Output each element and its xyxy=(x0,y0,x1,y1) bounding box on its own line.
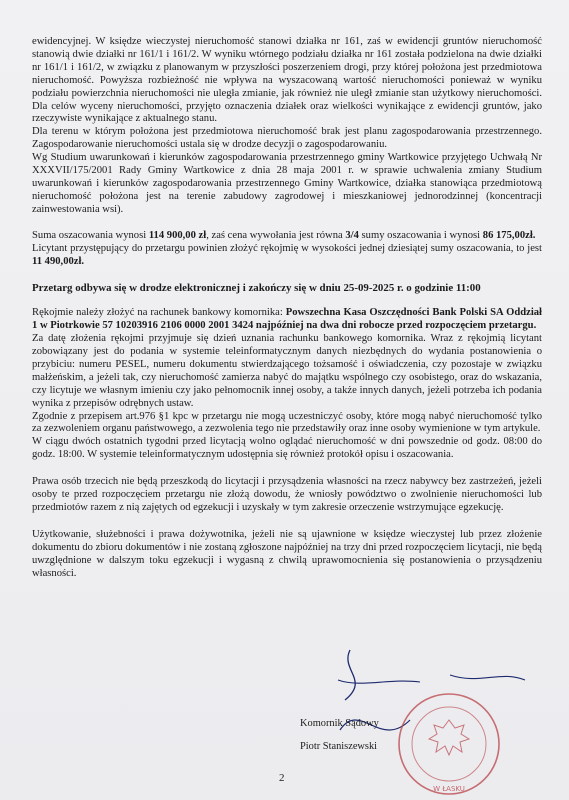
bank-account-details: Powszechna Kasa Oszczędności Bank Polski SA Oddział 1 w Piotrkowie 57 10203916 2106 0000 2001 3424 najpóźniej na dwa dni robocze przed rozpoczęciem przetargu. xyxy=(32,307,542,332)
paragraph-article-976: Zgodnie z przepisem art.976 §1 kpc w przetargu nie mogą uczestniczyć osoby, które mogą nabyć nieruchomość tylko za zezwoleniem organu państwowego, a zezwolenia tego nie przedstawiły oraz inne osoby wymienione w tym artykule. xyxy=(32,410,542,435)
paragraph-bank-account: Rękojmie należy złożyć na rachunek bankowy komornika: Powszechna Kasa Oszczędności Bank Polski SA Oddział 1 w Piotrkowie 57 10203916 2106 0000 2001 3424 najpóźniej na dwa dni robocze przed rozpoczęciem przetargu. xyxy=(32,307,542,332)
paragraph-viewing-hours: W ciągu dwóch ostatnich tygodni przed licytacją wolno oglądać nieruchomość w dni powszednie od godz. 08:00 do godz. 18:00. W systemie teleinformatycznym udostępnia się również protokół opisu i oszacowania. xyxy=(32,436,542,461)
document-body xyxy=(32,36,542,581)
paragraph-third-party-rights: Prawa osób trzecich nie będą przeszkodą do licytacji i przysądzenia własności na rzecz nabywcy bez zastrzeżeń, jeżeli osoby te przed rozpoczęciem przetargu nie złożą dowodu, że wniosły powództwo o zwolnienie nieruchomości lub przedmiotów razem z nią zajętych od egzekucji i uzyskały w tym zakresie orzeczenie wstrzymujące egzekucję. xyxy=(32,476,542,513)
paragraph-usage-rights: Użytkowanie, służebności i prawa dożywotnika, jeżeli nie są ujawnione w księdze wieczystej lub przez złożenie dokumentu do zbioru dokumentów i nie zostaną zgłoszone najpóźniej na trzy dni przed rozpoczęciem licytacji, nie będą uwzględnione w dalszym toku egzekucji i wygasną z chwilą uprawomocnienia się postanowienia o przysądzeniu własności. xyxy=(32,528,542,579)
paragraph-land-registry: ewidencyjnej. W księdze wieczystej nieruchomość stanowi działka nr 161, zaś w ewidencji gruntów nieruchomość stanowią dwie działki nr 161/1 i 161/2. W wyniku wtórnego podziału działka nr 161 została podzielona na dwie działki nr 161/1 i 161/2, w związku z planowanym w przyszłości poszerzeniem drogi, przy której położona jest przedmiotowa nieruchomość. Powyższa rozbieżność nie wpływa na wyszacowaną wartość nieruchomości ponieważ w wyniku podziału powierzchnia nieruchomości nie uległa zmianie, jak również nie uległ zmianie stan użytkowy nieruchomości. Dla celów wyceny nieruchomości, przyjęto oznaczenia działek oraz wielkości wynikające z ewidencji gruntów, jako rzeczywiste wynikające z aktualnego stanu. xyxy=(32,36,542,125)
paragraph-deposit-date: Za datę złożenia rękojmi przyjmuje się dzień uznania rachunku bankowego komornika. Wraz z rękojmią licytant zobowiązany jest do podania w systemie teleinformatycznym danych niezbędnych do wydania postanowienia o przybiciu: numeru PESEL, numeru dokumentu stwierdzającego tożsamość i oświadczenia, czy pozostaje w związku małżeńskim, a jeżeli tak, czy nieruchomość zamierza nabyć do majątku wspólnego czy osobistego, oraz do wskazania, czy licytuje we własnym imieniu czy jako pełnomocnik innej osoby, a także innych danych, jeżeli potrzeba ich podania wynika z przepisów odrębnych ustaw. xyxy=(32,333,542,409)
paragraph-no-zoning-plan: Dla terenu w którym położona jest przedmiotowa nieruchomość brak jest planu zagospodarowania przestrzennego. Zagospodarowanie nieruchomości ustala się w drodze decyzji o zagospodarowaniu. xyxy=(32,126,542,151)
signature-title: Komornik Sądowy xyxy=(300,718,379,729)
seal-text: W ŁASKU xyxy=(433,785,465,793)
official-seal-icon xyxy=(392,692,507,797)
signature-name: Piotr Staniszewski xyxy=(300,741,378,752)
valuation-amount: 114 900,00 zł xyxy=(148,229,207,241)
starting-price: 86 175,00zł. xyxy=(482,229,536,241)
paragraph-valuation-sum: Suma oszacowania wynosi 114 900,00 zł, zaś cena wywołania jest równa 3/4 sumy oszacowania i wynosi 86 175,00zł. xyxy=(32,229,536,241)
paragraph-deposit-amount: Licytant przystępujący do przetargu powinien złożyć rękojmię w wysokości jednej dziesiątej sumy oszacowania, to jest 11 490,00zł. xyxy=(32,242,542,267)
page-number: 2 xyxy=(279,772,285,784)
paragraph-study-resolution: Wg Studium uwarunkowań i kierunków zagospodarowania przestrzennego gminy Wartkowice przyjętego Uchwałą Nr XXXVII/175/2001 Rady Gminy Wartkowice z dnia 28 maja 2001 r. w sprawie uchwalenia zmiany Studium uwarunkowań i kierunków zagospodarowania przestrzennego Gminy Wartkowice, działka stanowiąca przedmiotową nieruchomość położona jest na terenie zabudowy zagrodowej i mieszkaniowej jednorodzinnej (koncentracji zainwestowania wsi). xyxy=(32,152,542,215)
price-fraction: 3/4 xyxy=(345,229,359,241)
auction-date-heading: Przetarg odbywa się w drodze elektronicznej i zakończy się w dniu 25-09-2025 r. o godzinie 11:00 xyxy=(32,282,481,295)
deposit-amount: 11 490,00zł. xyxy=(32,255,85,267)
